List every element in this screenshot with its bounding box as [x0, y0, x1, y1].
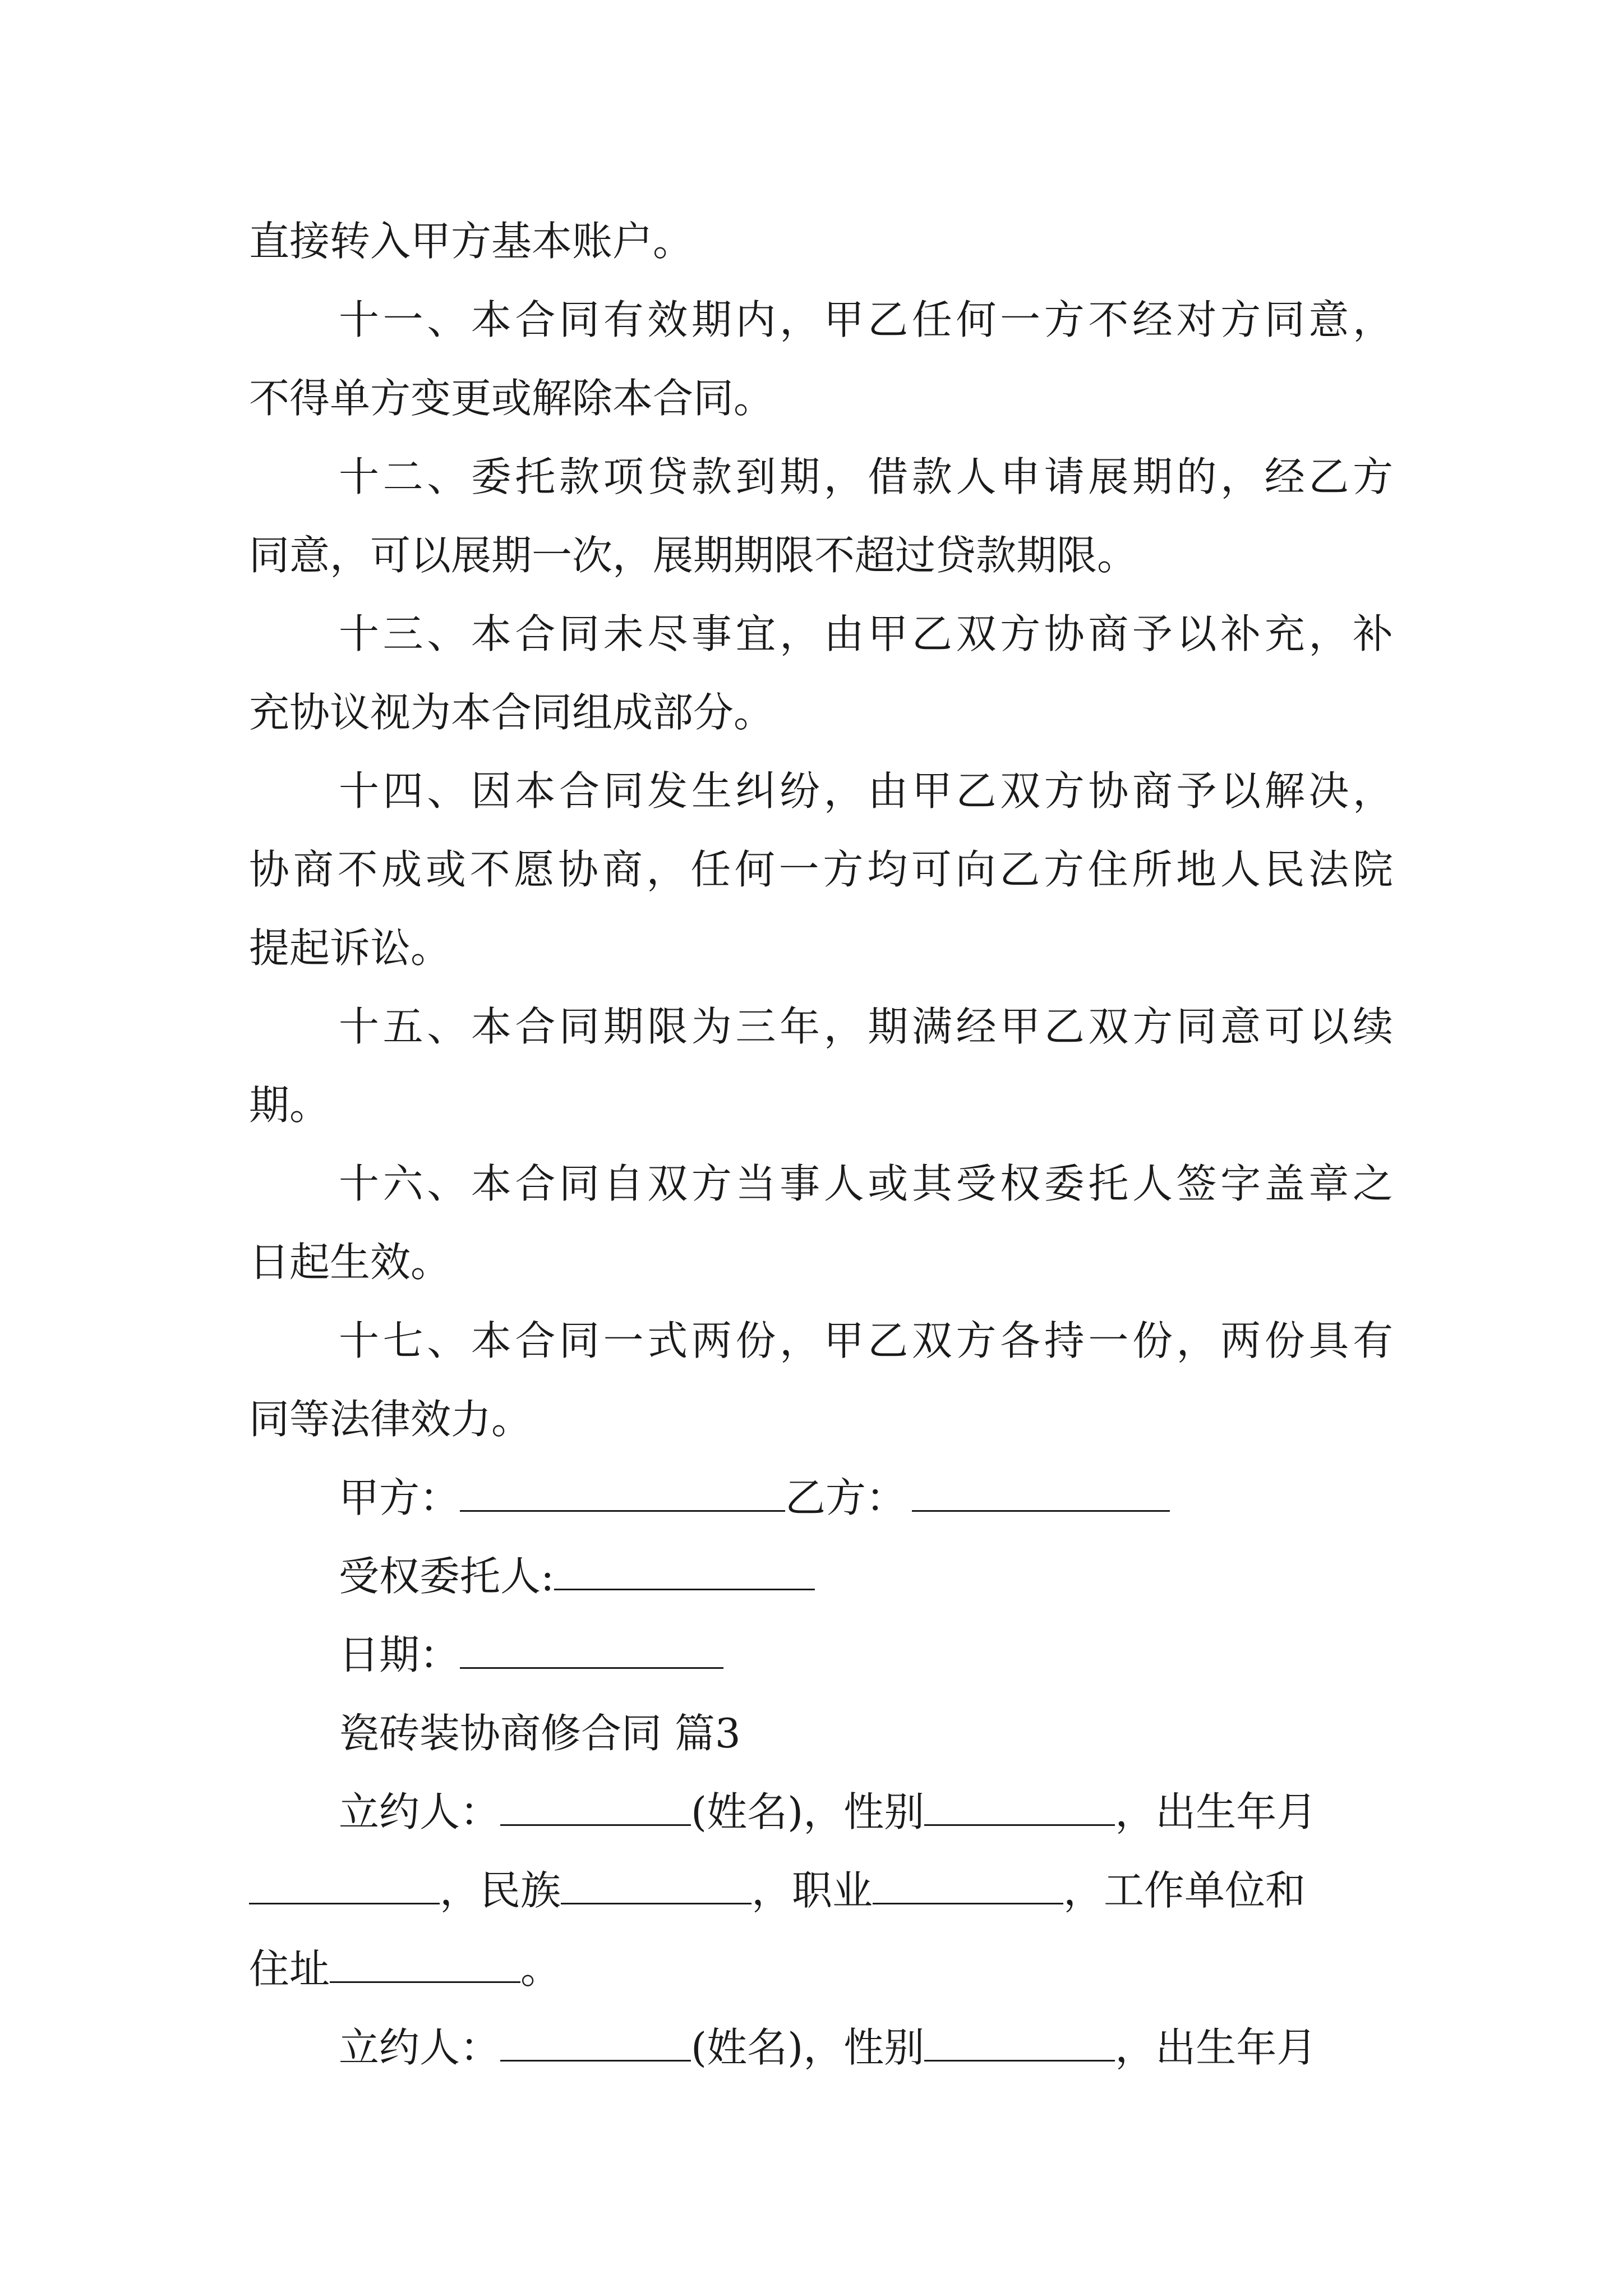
date-label: 日期： [339, 1631, 460, 1678]
period: 。 [520, 1945, 561, 1993]
text-line: 提起诉讼。 [249, 924, 451, 972]
party-a-label: 甲方： [339, 1474, 460, 1521]
clause-16: 十六、本合同自双方当事人或其受权委托人签字盖章之 [339, 1160, 1393, 1207]
occupation-label: ，职业 [751, 1867, 873, 1914]
occupation-blank[interactable] [873, 1867, 1063, 1904]
clause-13: 十三、本合同未尽事宜，由甲乙双方协商予以补充，补 [339, 610, 1393, 657]
party-b-blank[interactable] [912, 1474, 1170, 1512]
party-1-name-blank[interactable] [500, 1788, 691, 1826]
workplace-label: ，工作单位和 [1063, 1867, 1306, 1914]
clause-12: 十二、委托款项贷款到期，借款人申请展期的，经乙方 [339, 453, 1393, 500]
birth-label: ，出生年月 [1115, 1788, 1317, 1835]
signature-date-line [339, 1630, 723, 1680]
birth-label: ，出生年月 [1115, 2024, 1317, 2071]
party-b-label: 乙方： [785, 1474, 907, 1521]
section-title: 瓷砖装协商修合同 篇3 [339, 1710, 741, 1757]
text-line: 期。 [249, 1082, 330, 1129]
text-line: 不得单方变更或解除本合同。 [249, 375, 774, 422]
text-line: 日起生效。 [249, 1239, 451, 1286]
agent-blank[interactable] [554, 1553, 815, 1590]
address-blank[interactable] [330, 1945, 520, 1983]
text-line: 同等法律效力。 [249, 1396, 532, 1443]
party-2-label: 立约人： [339, 2024, 501, 2071]
ethnicity-blank[interactable] [561, 1867, 751, 1904]
agent-label: 受权委托人: [339, 1553, 555, 1600]
name-gender-label: (姓名)，性别 [691, 2024, 925, 2071]
party-2-name-blank[interactable] [500, 2024, 691, 2062]
clause-17: 十七、本合同一式两份，甲乙双方各持一份，两份具有 [339, 1317, 1393, 1364]
party-1-label: 立约人： [339, 1788, 501, 1835]
party-a-blank[interactable] [460, 1474, 785, 1512]
party-1-gender-blank[interactable] [924, 1788, 1115, 1826]
birth-blank[interactable] [249, 1867, 440, 1904]
party-1-line [339, 1787, 1317, 1837]
text-line: 充协议视为本合同组成部分。 [249, 689, 774, 736]
ethnicity-label: ，民族 [440, 1867, 561, 1914]
signature-agent-line [339, 1551, 815, 1602]
party-1-line-3 [249, 1944, 561, 1994]
text-line: 直接转入甲方基本账户。 [249, 218, 694, 265]
party-2-gender-blank[interactable] [924, 2024, 1115, 2062]
clause-14: 十四、因本合同发生纠纷，由甲乙双方协商予以解决， [339, 767, 1393, 815]
party-2-line [339, 2022, 1317, 2073]
date-blank[interactable] [460, 1631, 723, 1669]
clause-11: 十一、本合同有效期内，甲乙任何一方不经对方同意， [339, 296, 1393, 343]
address-label: 住址 [249, 1945, 330, 1993]
name-gender-label: (姓名)，性别 [691, 1788, 925, 1835]
text-line: 协商不成或不愿协商，任何一方均可向乙方住所地人民法院 [249, 846, 1393, 893]
text-line: 同意，可以展期一次，展期期限不超过贷款期限。 [249, 532, 1138, 579]
clause-15: 十五、本合同期限为三年，期满经甲乙双方同意可以续 [339, 1003, 1393, 1050]
party-1-line-2 [249, 1865, 1306, 1916]
signature-party-line [339, 1473, 1170, 1523]
